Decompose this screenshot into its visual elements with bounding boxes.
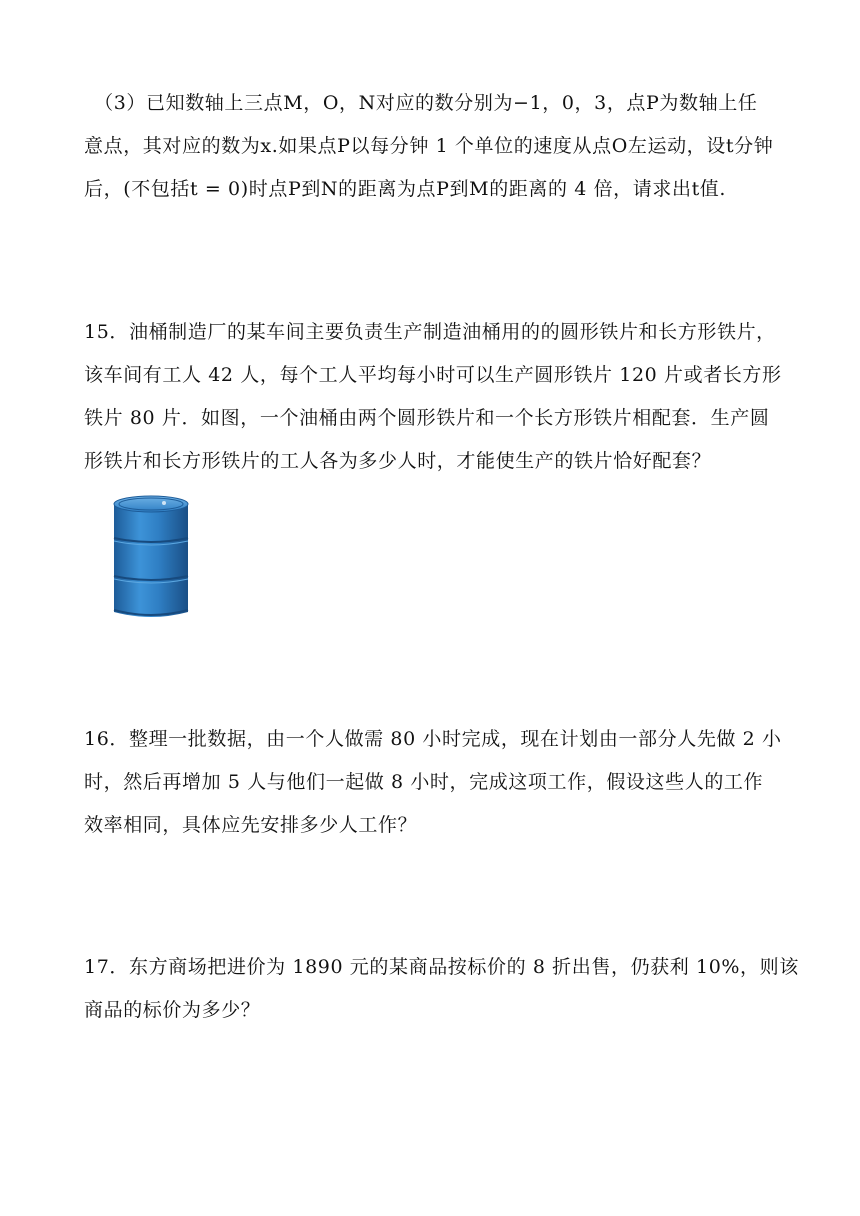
text-line: 铁片 80 片．如图，一个油桶由两个圆形铁片和一个长方形铁片相配套．生产圆 [84, 407, 770, 429]
problem-17 [84, 946, 799, 1032]
text-line: 该车间有工人 42 人，每个工人平均每小时可以生产圆形铁片 120 片或者长方形 [84, 364, 782, 386]
problem-16 [84, 718, 784, 847]
problem-14-part-3 [84, 82, 784, 211]
text-line: 效率相同，具体应先安排多少人工作？ [84, 814, 418, 836]
text-line: 商品的标价为多少？ [84, 999, 261, 1021]
text-line: （3）已知数轴上三点M，O，N对应的数分别为−1，0，3，点P为数轴上任 [84, 92, 758, 114]
text-line: 17．东方商场把进价为 1890 元的某商品按标价的 8 折出售，仍获利 10%，则该 [84, 956, 799, 978]
oil-barrel-image [108, 494, 194, 622]
text-line: 15．油桶制造厂的某车间主要负责生产制造油桶用的的圆形铁片和长方形铁片， [84, 321, 776, 343]
text-line: 后，(不包括t = 0)时点P到N的距离为点P到M的距离的 4 倍，请求出t值. [84, 178, 727, 200]
text-line: 时，然后再增加 5 人与他们一起做 8 小时，完成这项工作，假设这些人的工作 [84, 771, 764, 793]
text-line: 意点，其对应的数为x.如果点P以每分钟 1 个单位的速度从点O左运动，设t分钟 [84, 135, 774, 157]
text-line: 16．整理一批数据，由一个人做需 80 小时完成，现在计划由一部分人先做 2 小 [84, 728, 782, 750]
text-line: 形铁片和长方形铁片的工人各为多少人时，才能使生产的铁片恰好配套？ [84, 450, 712, 472]
problem-15 [84, 311, 784, 483]
